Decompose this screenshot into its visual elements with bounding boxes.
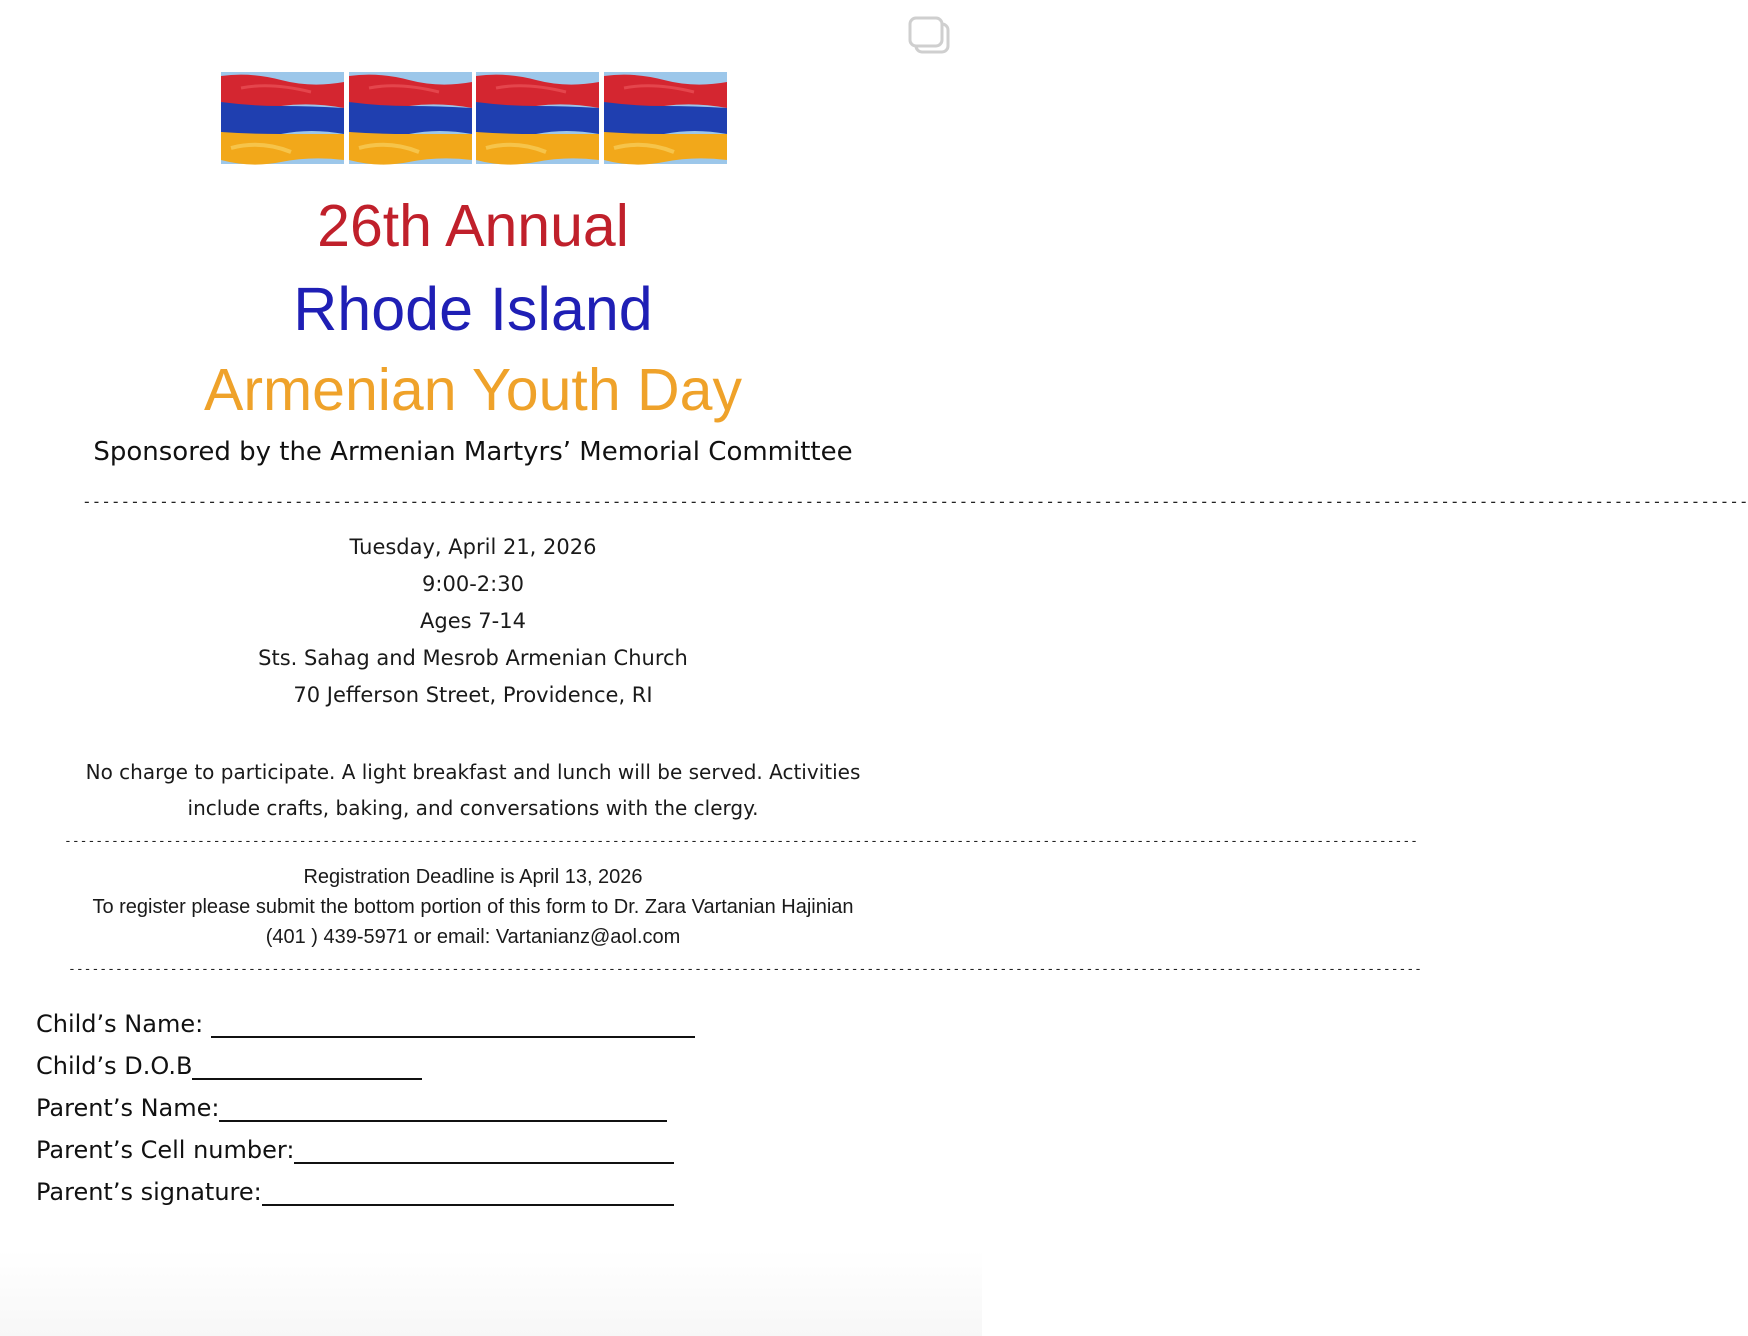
registration-deadline: Registration Deadline is April 13, 2026 <box>303 866 643 888</box>
event-venue: Sts. Sahag and Mesrob Armenian Church <box>258 646 688 670</box>
parent-signature-field[interactable] <box>262 1178 674 1206</box>
registration-form <box>36 996 695 1206</box>
event-time: 9:00-2:30 <box>422 572 524 596</box>
child-dob-field[interactable] <box>192 1052 422 1080</box>
parent-cell-label: Parent’s Cell number: <box>36 1136 295 1164</box>
flag-banner <box>221 72 727 164</box>
armenian-flag-icon <box>349 72 473 164</box>
parent-name-field[interactable] <box>219 1094 667 1122</box>
form-row-parent-name <box>36 1080 695 1122</box>
event-ages: Ages 7-14 <box>420 609 526 633</box>
divider: ----------------------------------------------------------------------------------------------------------------------------------------------------------------------------- <box>68 962 1423 977</box>
form-row-child-dob <box>36 1038 695 1080</box>
info-line: No charge to participate. A light breakfast and lunch will be served. Activities <box>85 760 861 784</box>
page-bottom <box>0 1250 982 1336</box>
form-row-parent-cell <box>36 1122 695 1164</box>
child-name-field[interactable] <box>211 1010 695 1038</box>
parent-name-label: Parent’s Name: <box>36 1094 220 1122</box>
event-details <box>0 532 946 717</box>
armenian-flag-icon <box>221 72 345 164</box>
form-row-child-name <box>36 996 695 1038</box>
divider: ----------------------------------------------------------------------------------------------------------------------------------------------------------------------------- <box>64 834 1419 849</box>
form-row-parent-signature <box>36 1164 695 1206</box>
title-annual: 26th Annual <box>317 193 629 259</box>
info-line: include crafts, baking, and conversations with the clergy. <box>187 796 759 820</box>
child-name-label: Child’s Name: <box>36 1010 204 1038</box>
title-state: Rhode Island <box>293 275 653 343</box>
copy-icon[interactable] <box>906 16 954 56</box>
armenian-flag-icon <box>604 72 728 164</box>
registration-info <box>0 862 946 952</box>
parent-signature-label: Parent’s signature: <box>36 1178 262 1206</box>
sponsor-line: Sponsored by the Armenian Martyrs’ Memorial Committee <box>93 437 853 467</box>
registration-contact: (401 ) 439-5971 or email: Vartanianz@aol.com <box>265 926 681 948</box>
divider: ----------------------------------------------------------------------------------------------------------------------------------------------------------------------------- <box>82 492 1748 511</box>
armenian-flag-icon <box>476 72 600 164</box>
title-event-name: Armenian Youth Day <box>204 357 742 423</box>
event-date: Tuesday, April 21, 2026 <box>349 535 597 559</box>
event-info <box>30 754 916 826</box>
event-address: 70 Jefferson Street, Providence, RI <box>293 683 653 707</box>
registration-instructions: To register please submit the bottom portion of this form to Dr. Zara Vartanian Hajinian <box>92 896 854 918</box>
child-dob-label: Child’s D.O.B <box>36 1052 193 1080</box>
parent-cell-field[interactable] <box>294 1136 674 1164</box>
